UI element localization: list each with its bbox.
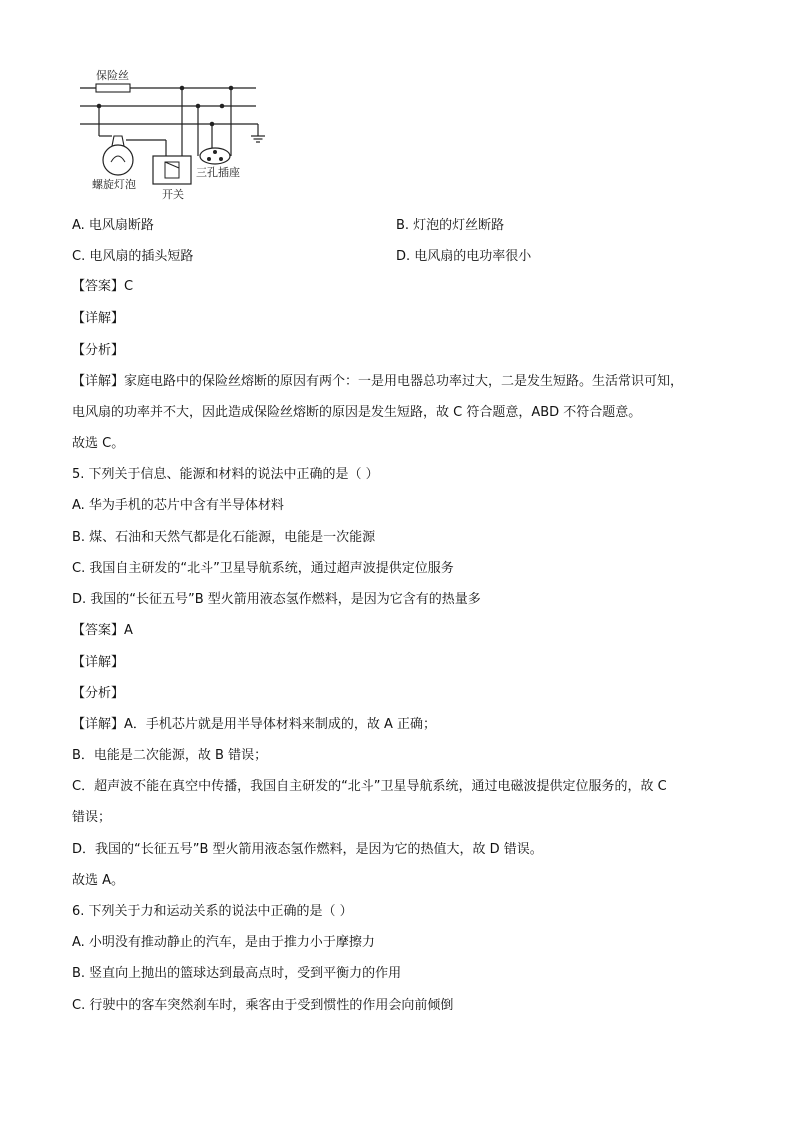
q4-analysis: 【分析】	[72, 343, 125, 358]
q5-detail-line: C．超声波不能在真空中传播，我国自主研发的“北斗”卫星导航系统，通过电磁波提供定位服务的，故 C	[72, 779, 667, 794]
q5-option-c: C. 我国自主研发的“北斗”卫星导航系统，通过超声波提供定位服务	[72, 561, 454, 576]
q4-detail-title: 【详解】	[72, 311, 125, 326]
q4-option-d: D. 电风扇的电功率很小	[396, 249, 532, 264]
q5-choose: 故选 A。	[72, 873, 125, 888]
q5-detail-line: 【详解】A．手机芯片就是用半导体材料来制成的，故 A 正确；	[72, 717, 437, 732]
q4-answer: 【答案】C	[72, 279, 134, 294]
circuit-diagram	[78, 64, 278, 204]
q6-option-b: B. 竖直向上抛出的篮球达到最高点时，受到平衡力的作用	[72, 966, 402, 981]
fuse-label: 保险丝	[96, 69, 129, 82]
q6-stem: 6. 下列关于力和运动关系的说法中正确的是（ ）	[72, 904, 353, 919]
q5-option-a: A. 华为手机的芯片中含有半导体材料	[72, 498, 284, 513]
q5-stem: 5. 下列关于信息、能源和材料的说法中正确的是（ ）	[72, 467, 379, 482]
q4-option-b: B. 灯泡的灯丝断路	[396, 218, 505, 233]
q4-choose: 故选 C。	[72, 436, 125, 451]
q4-detail-line: 电风扇的功率并不大，因此造成保险丝熔断的原因是发生短路，故 C 符合题意，ABD 不符合题意。	[72, 405, 642, 420]
q5-option-b: B. 煤、石油和天然气都是化石能源，电能是一次能源	[72, 530, 376, 545]
switch-icon	[153, 156, 191, 184]
q5-option-d: D. 我国的“长征五号”B 型火箭用液态氢作燃料，是因为它含有的热量多	[72, 592, 481, 607]
q4-detail-line: 【详解】家庭电路中的保险丝熔断的原因有两个：一是用电器总功率过大，二是发生短路。生活常识可知，	[72, 374, 684, 389]
q6-option-a: A. 小明没有推动静止的汽车，是由于推力小于摩擦力	[72, 935, 375, 950]
q5-detail-line: 错误；	[72, 810, 112, 825]
q5-answer: 【答案】A	[72, 623, 133, 638]
bulb-icon	[103, 136, 133, 175]
q4-option-c: C. 电风扇的插头短路	[72, 249, 194, 264]
bulb-label: 螺旋灯泡	[92, 178, 136, 191]
three-hole-socket-icon	[200, 148, 230, 164]
fuse-symbol	[96, 84, 130, 92]
q5-detail-title: 【详解】	[72, 655, 125, 670]
q5-detail-line: B．电能是二次能源，故 B 错误；	[72, 748, 268, 763]
q6-option-c: C. 行驶中的客车突然刹车时，乘客由于受到惯性的作用会向前倾倒	[72, 998, 454, 1013]
switch-label: 开关	[162, 188, 184, 201]
q5-analysis: 【分析】	[72, 686, 125, 701]
q5-detail-line: D．我国的“长征五号”B 型火箭用液态氢作燃料，是因为它的热值大，故 D 错误。	[72, 842, 543, 857]
socket-label: 三孔插座	[196, 166, 240, 179]
q4-option-a: A. 电风扇断路	[72, 218, 154, 233]
